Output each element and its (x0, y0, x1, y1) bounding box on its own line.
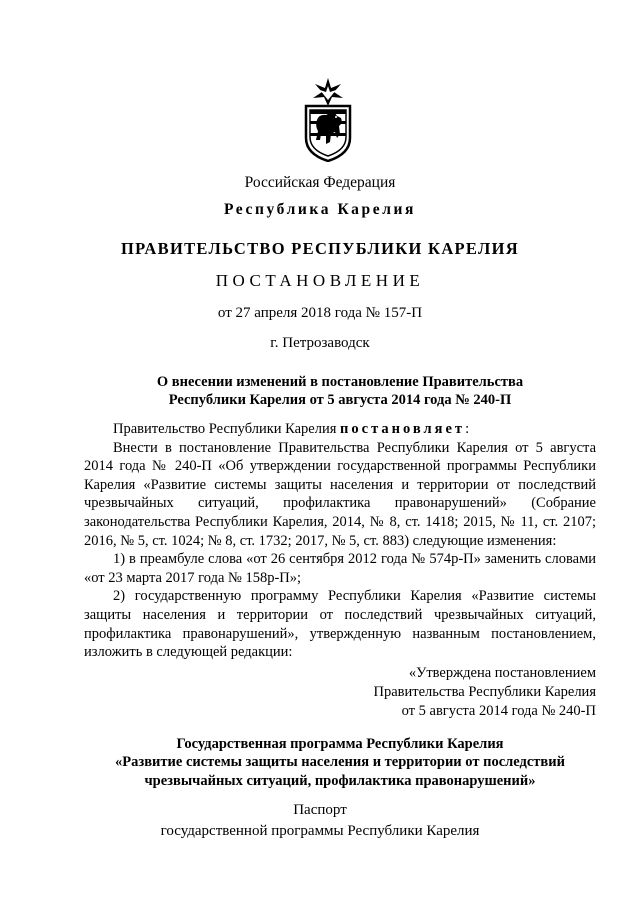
document-type: ПОСТАНОВЛЕНИЕ (215, 271, 425, 290)
approval-line: Правительства Республики Карелия (373, 684, 596, 700)
resolves-word: постановляет (340, 421, 466, 437)
paragraph-item-1: 1) в преамбуле слова «от 26 сентября 2012 года № 574р-П» заменить словами «от 23 марта 2017 года № 158р-П»; (84, 551, 596, 586)
approval-stamp-text (373, 664, 596, 721)
paragraph-amend: Внести в постановление Правительства Республики Карелия от 5 августа 2014 года № 240-П «Об утверждении государственной программы Республики Карелия «Развитие системы защиты населения и территории от последствий чрезвычайных ситуаций, профилактика правонарушений» (Собрание законодательства Республики Карелия, 2014, № 8, ст. 1418; 2015, № 11, ст. 2107; 2016, № 5, ст. 1024; № 8, ст. 1732; 2017, № 5, ст. 883) следующие изменения: (84, 439, 596, 549)
program-title (80, 735, 600, 790)
city: г. Петрозаводск (270, 335, 370, 351)
approval-line: «Утверждена постановлением (408, 665, 596, 681)
government-title: ПРАВИТЕЛЬСТВО РЕСПУБЛИКИ КАРЕЛИЯ (121, 239, 519, 258)
subject-heading (80, 373, 600, 409)
subject-line: Республики Карелия от 5 августа 2014 года № 240-П (168, 392, 512, 408)
karelia-coat-of-arms-icon (299, 76, 357, 162)
program-line: «Развитие системы защиты населения и территории от последствий (115, 754, 565, 771)
paragraph-item-2: 2) государственную программу Республики Карелия «Развитие системы защиты населения и территории от последствий чрезвычайных ситуаций, профилактика правонарушений», утвержденную названным постановлением, изложить в следующей редакции: (84, 588, 596, 661)
approval-line: от 5 августа 2014 года № 240-П (401, 703, 596, 719)
republic-name: Республика Карелия (223, 201, 417, 218)
emblem-star (313, 78, 343, 106)
program-line: Государственная программа Республики Карелия (176, 736, 504, 752)
document-body (84, 420, 596, 662)
paragraph-resolves (84, 420, 596, 439)
subject-line: О внесении изменений в постановление Правительства (156, 374, 524, 390)
date-number: от 27 апреля 2018 года № 157-П (217, 305, 423, 321)
passport-line: государственной программы Республики Карелия (160, 823, 480, 839)
passport-line: Паспорт (293, 802, 347, 818)
paragraph-prefix: Правительство Республики Карелия (113, 421, 341, 437)
paragraph-suffix: : (465, 421, 470, 437)
passport-heading (0, 800, 640, 842)
country-name: Российская Федерация (244, 174, 396, 191)
program-line: чрезвычайных ситуаций, профилактика правонарушений» (144, 772, 536, 789)
